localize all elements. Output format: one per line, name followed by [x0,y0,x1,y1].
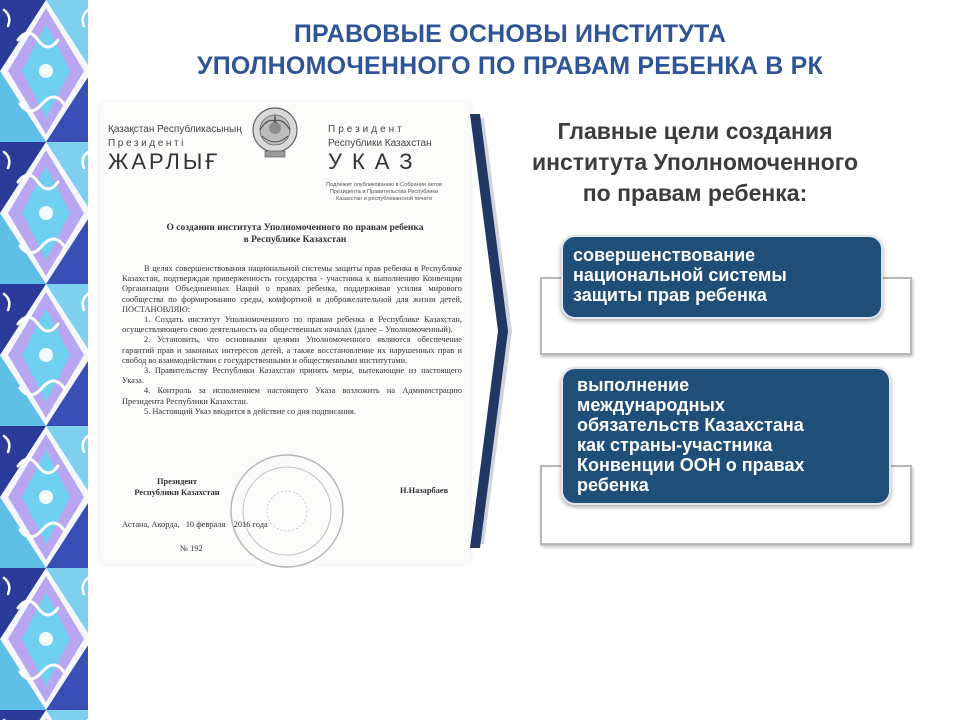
slide-title-line-1: ПРАВОВЫЕ ОСНОВЫ ИНСТИТУТА [293,20,727,48]
ornament-tile [0,568,92,710]
decree-publication-note: Подлежит опубликованию в Собрании актов Президента и Правительства Республики Казахстан и республиканской печати [326,182,442,202]
decree-heading [140,222,450,246]
goal-text: выполнение международных обязательств Казахстана как страны-участника Конвенции ООН о правах ребенка [577,375,805,495]
decree-header-ru [328,124,468,175]
goal-card [561,235,883,319]
decree-preamble: В целях совершенствования национальной системы защиты прав ребенка в Республике Казахстан, подтверждая приверженность государства - участника к выполнению Конвенции Организации Объединенных Наций о правах ребенка, поддерживая усилия мирового сообщества по формированию среды, комфортной и доброжелательной для жизни детей, ПОСТАНОВЛЯЮ: [122,264,462,314]
decree-clause: 4. Контроль за исполнением настоящего Указа возложить на Администрацию Президента Республики Казахстан. [122,386,462,406]
decree-clause: 2. Установить, что основными целями Уполномоченного являются обеспечение гарантий прав и законных интересов детей, а также восстановление их нарушенных прав и свобод во взаимодействии с государственными и общественными институтами. [122,335,462,365]
goal-text: совершенствование национальной системы защиты прав ребенка [573,245,787,305]
goals-heading-line-1: Главные цели создания [557,118,833,144]
ornament-tile [0,284,92,426]
ornament-tile [0,142,92,284]
slide-title [140,18,880,82]
decree-ru-title: УКАЗ [328,149,423,174]
decree-number: № 192 [180,544,203,553]
decree-ru-republic: Республики Казахстан [328,138,432,149]
decree-heading-line-2: в Республике Казахстан [243,235,347,245]
ornament-tile [0,426,92,568]
goals-heading-line-2: института Уполномоченного [531,149,859,175]
decree-heading-line-1: О создании института Уполномоченного по правам ребенка [166,223,424,233]
decree-kz-republic: Қазақстан Республикасының [108,124,242,135]
ornament-border [0,0,92,720]
goal-card [561,367,891,505]
decree-place-date: Астана, Акорда, 10 февраля 2016 года [122,520,268,529]
slide-title-line-2: УПОЛНОМОЧЕННОГО ПО ПРАВАМ РЕБЕНКА В РК [196,52,824,80]
decree-clause: 5. Настоящий Указ вводится в действие со дня подписания. [144,406,356,416]
official-seal-icon [228,452,346,570]
decree-signer-line-2: Республики Казахстан [134,488,220,497]
decree-signer-name: Н.Назарбаев [400,486,449,495]
decree-signer-line-1: Президент [157,477,197,486]
decree-document [100,102,470,564]
decree-clause: 1. Создать институт Уполномоченного по правам ребенка в Республике Казахстан, осуществляющего свою деятельность на общественных началах (далее – Уполномоченный). [122,315,462,335]
decree-body [122,264,462,417]
goals-heading [500,116,890,209]
decree-signer-position [122,476,232,498]
decree-clause: 3. Правительству Республики Казахстан принять меры, вытекающие из настоящего Указа. [122,366,462,386]
decree-header-kz [108,124,248,175]
state-emblem-icon [251,104,299,160]
decree-kz-title: ЖАРЛЫҒ [108,149,221,174]
ornament-tile [0,0,92,142]
decree-kz-president: Президенті [108,138,186,149]
goals-heading-line-3: по правам ребенка: [582,180,808,206]
decree-ru-president: Президент [328,124,405,135]
